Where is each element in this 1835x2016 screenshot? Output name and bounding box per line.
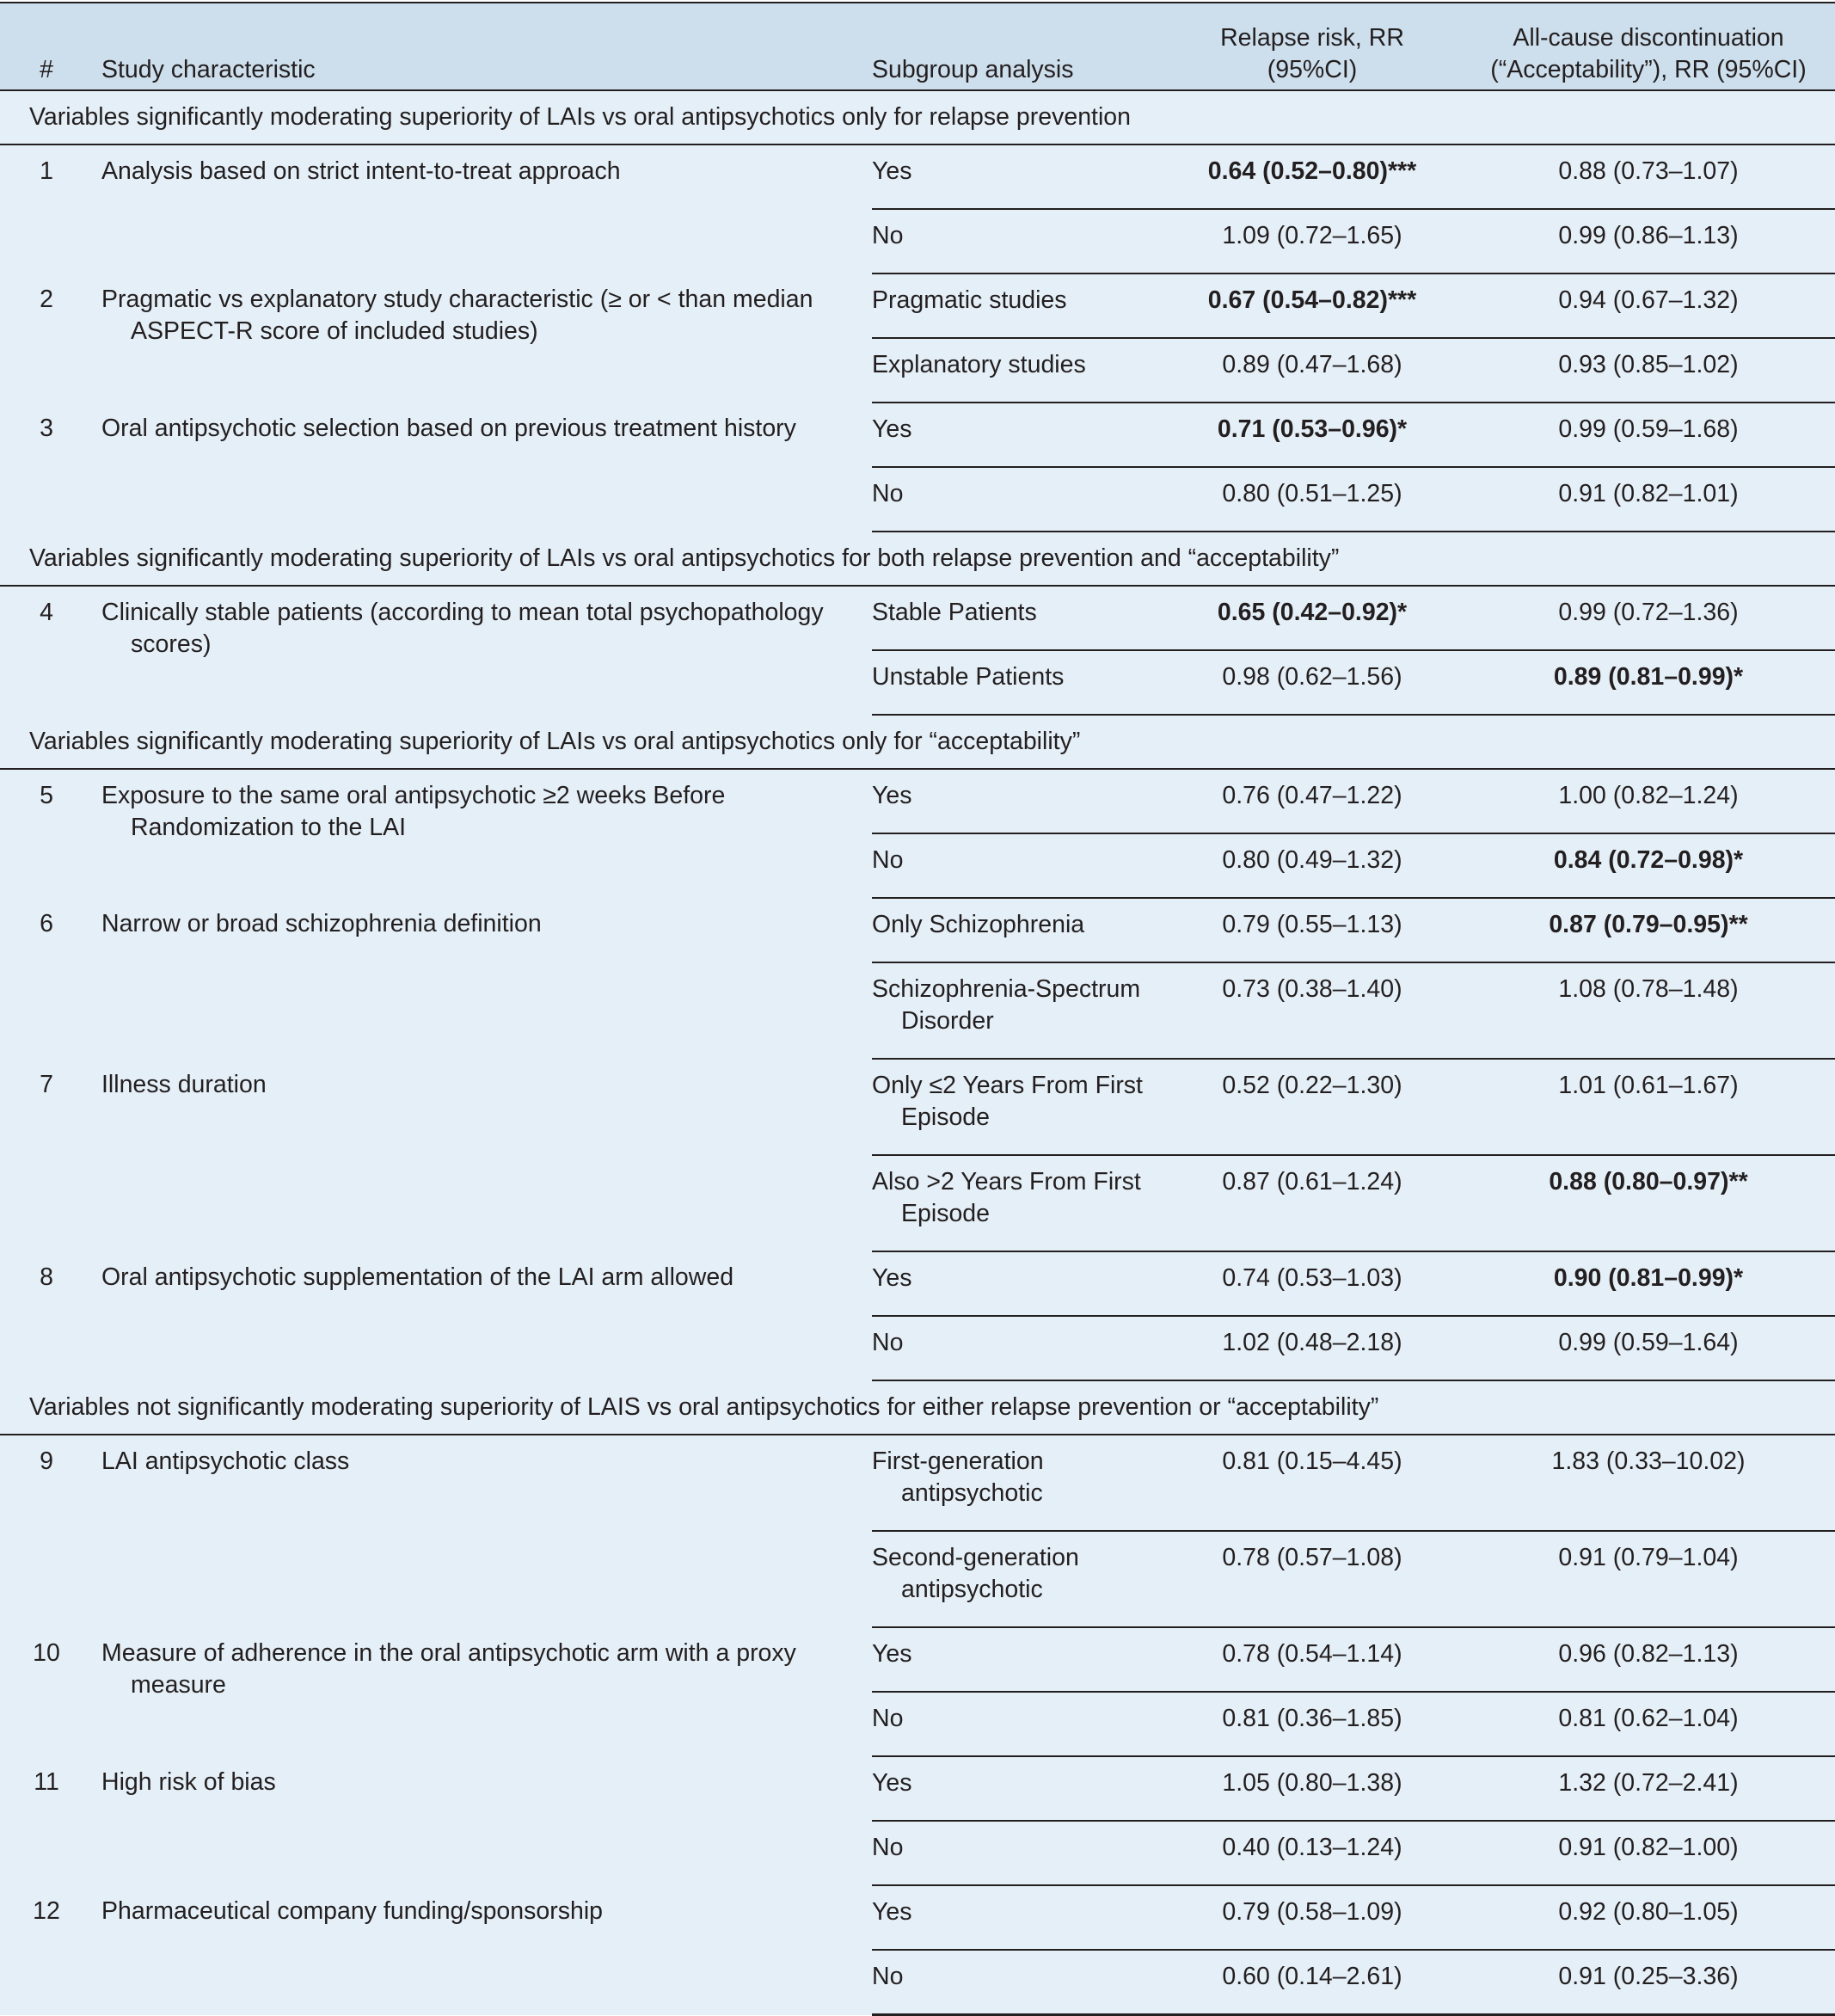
subgroup-label: Schizophrenia-Spectrum Disorder [872, 975, 1141, 1035]
acceptability-value: 1.32 (0.72–2.41) [1462, 1756, 1835, 1821]
section-header-row [0, 715, 1835, 769]
row-number: 12 [0, 1885, 93, 2015]
subgroup-cell [872, 144, 1163, 209]
relapse-risk-value: 0.78 (0.54–1.14) [1163, 1627, 1462, 1692]
header-relapse-risk [1163, 3, 1462, 90]
header-acc-line2: (“Acceptability”), RR (95%CI) [1490, 56, 1807, 83]
section-title: Variables significantly moderating superiority of LAIs vs oral antipsychotics only for “acceptability” [0, 715, 1835, 769]
study-characteristic-cell [93, 1756, 872, 1885]
row-number: 6 [0, 898, 93, 1059]
acceptability-value: 0.99 (0.72–1.36) [1462, 586, 1835, 650]
table-row [0, 1435, 1835, 1531]
subgroup-label: Yes [872, 1769, 912, 1797]
relapse-risk-value: 0.64 (0.52–0.80)*** [1163, 144, 1462, 209]
subgroup-cell [872, 1251, 1163, 1316]
section-title: Variables significantly moderating superiority of LAIs vs oral antipsychotics for both relapse prevention and “acceptability” [0, 532, 1835, 586]
subgroup-cell [872, 1435, 1163, 1531]
row-number: 5 [0, 769, 93, 898]
table-body [0, 90, 1835, 2015]
subgroup-label: Only Schizophrenia [872, 911, 1085, 938]
study-characteristic-text: Narrow or broad schizophrenia definition [101, 910, 542, 937]
row-number: 10 [0, 1627, 93, 1756]
subgroup-cell [872, 586, 1163, 650]
study-characteristic-cell [93, 1251, 872, 1380]
relapse-risk-value: 1.05 (0.80–1.38) [1163, 1756, 1462, 1821]
subgroup-cell [872, 833, 1163, 898]
row-number: 9 [0, 1435, 93, 1627]
row-number: 3 [0, 403, 93, 532]
subgroup-label: No [872, 1329, 904, 1356]
relapse-risk-value: 0.80 (0.51–1.25) [1163, 467, 1462, 532]
acceptability-value: 0.87 (0.79–0.95)** [1462, 898, 1835, 962]
subgroup-cell [872, 1885, 1163, 1950]
table-row [0, 1059, 1835, 1155]
relapse-risk-value: 0.67 (0.54–0.82)*** [1163, 274, 1462, 338]
subgroup-label: Yes [872, 157, 912, 185]
study-characteristic-text: LAI antipsychotic class [101, 1447, 350, 1475]
header-row [0, 3, 1835, 90]
relapse-risk-value: 0.65 (0.42–0.92)* [1163, 586, 1462, 650]
header-num: # [0, 3, 93, 90]
table-row [0, 1756, 1835, 1821]
subgroup-label: Explanatory studies [872, 351, 1086, 378]
study-characteristic-text: Analysis based on strict intent-to-treat approach [101, 157, 621, 185]
table-row [0, 586, 1835, 650]
study-characteristic-text: Pharmaceutical company funding/sponsorship [101, 1897, 603, 1925]
relapse-risk-value: 0.81 (0.36–1.85) [1163, 1692, 1462, 1756]
subgroup-label: Yes [872, 1898, 912, 1926]
relapse-risk-value: 0.87 (0.61–1.24) [1163, 1155, 1462, 1251]
study-characteristic-cell [93, 1627, 872, 1756]
study-characteristic-cell [93, 898, 872, 1059]
table-row [0, 403, 1835, 467]
relapse-risk-value: 0.79 (0.55–1.13) [1163, 898, 1462, 962]
study-characteristic-text: Oral antipsychotic selection based on previous treatment history [101, 415, 796, 442]
row-number: 2 [0, 274, 93, 403]
acceptability-value: 0.99 (0.59–1.68) [1462, 403, 1835, 467]
row-number: 1 [0, 144, 93, 274]
subgroup-label: No [872, 1705, 904, 1732]
study-characteristic-cell [93, 1885, 872, 2015]
subgroup-label: Yes [872, 1640, 912, 1668]
subgroup-label: First-generation antipsychotic [872, 1447, 1044, 1507]
header-subgroup-analysis: Subgroup analysis [872, 3, 1163, 90]
subgroup-cell [872, 769, 1163, 833]
study-characteristic-text: Measure of adherence in the oral antipsychotic arm with a proxy measure [101, 1639, 796, 1699]
subgroup-cell [872, 1692, 1163, 1756]
acceptability-value: 0.99 (0.86–1.13) [1462, 209, 1835, 274]
subgroup-label: No [872, 1963, 904, 1990]
acceptability-value: 0.99 (0.59–1.64) [1462, 1316, 1835, 1380]
section-header-row [0, 532, 1835, 586]
relapse-risk-value: 0.89 (0.47–1.68) [1163, 338, 1462, 403]
acceptability-value: 0.93 (0.85–1.02) [1462, 338, 1835, 403]
subgroup-label: Only ≤2 Years From First Episode [872, 1072, 1143, 1131]
subgroup-label: Also >2 Years From First Episode [872, 1168, 1141, 1227]
subgroup-label: Yes [872, 415, 912, 443]
subgroup-cell [872, 1821, 1163, 1885]
acceptability-value: 0.84 (0.72–0.98)* [1462, 833, 1835, 898]
subgroup-cell [872, 1316, 1163, 1380]
section-title: Variables significantly moderating superiority of LAIs vs oral antipsychotics only for relapse prevention [0, 90, 1835, 144]
subgroup-cell [872, 962, 1163, 1059]
study-characteristic-text: Pragmatic vs explanatory study characteristic (≥ or < than median ASPECT-R score of included studies) [101, 286, 813, 345]
section-header-row [0, 1380, 1835, 1435]
acceptability-value: 0.94 (0.67–1.32) [1462, 274, 1835, 338]
subgroup-cell [872, 1756, 1163, 1821]
relapse-risk-value: 1.02 (0.48–2.18) [1163, 1316, 1462, 1380]
study-characteristic-text: Clinically stable patients (according to mean total psychopathology scores) [101, 599, 824, 658]
relapse-risk-value: 0.71 (0.53–0.96)* [1163, 403, 1462, 467]
acceptability-value: 1.08 (0.78–1.48) [1462, 962, 1835, 1059]
header-study-characteristic: Study characteristic [93, 3, 872, 90]
subgroup-cell [872, 650, 1163, 715]
header-acc-line1: All-cause discontinuation [1513, 24, 1784, 52]
subgroup-label: No [872, 846, 904, 874]
row-number: 4 [0, 586, 93, 715]
row-number: 8 [0, 1251, 93, 1380]
subgroup-cell [872, 898, 1163, 962]
row-number: 7 [0, 1059, 93, 1251]
relapse-risk-value: 0.98 (0.62–1.56) [1163, 650, 1462, 715]
subgroup-label: Yes [872, 782, 912, 809]
subgroup-cell [872, 1950, 1163, 2015]
header-relapse-line2: (95%CI) [1267, 56, 1358, 83]
section-title: Variables not significantly moderating superiority of LAIS vs oral antipsychotics for either relapse prevention or “acceptability” [0, 1380, 1835, 1435]
subgroup-cell [872, 209, 1163, 274]
relapse-risk-value: 0.73 (0.38–1.40) [1163, 962, 1462, 1059]
relapse-risk-value: 0.78 (0.57–1.08) [1163, 1531, 1462, 1627]
table-row [0, 274, 1835, 338]
acceptability-value: 0.91 (0.79–1.04) [1462, 1531, 1835, 1627]
acceptability-value: 0.96 (0.82–1.13) [1462, 1627, 1835, 1692]
subgroup-cell [872, 1059, 1163, 1155]
table-row [0, 1251, 1835, 1316]
section-header-row [0, 90, 1835, 144]
table-row [0, 769, 1835, 833]
subgroup-label: No [872, 480, 904, 507]
results-table [0, 2, 1835, 2016]
study-characteristic-text: Illness duration [101, 1071, 267, 1098]
subgroup-label: No [872, 222, 904, 249]
subgroup-cell [872, 1627, 1163, 1692]
relapse-risk-value: 0.80 (0.49–1.32) [1163, 833, 1462, 898]
subgroup-label: Second-generation antipsychotic [872, 1544, 1079, 1603]
subgroup-cell [872, 1155, 1163, 1251]
study-characteristic-text: Exposure to the same oral antipsychotic ≥2 weeks Before Randomization to the LAI [101, 782, 726, 841]
study-characteristic-cell [93, 586, 872, 715]
acceptability-value: 0.88 (0.80–0.97)** [1462, 1155, 1835, 1251]
subgroup-cell [872, 1531, 1163, 1627]
table-row [0, 1885, 1835, 1950]
relapse-risk-value: 0.40 (0.13–1.24) [1163, 1821, 1462, 1885]
relapse-risk-value: 0.52 (0.22–1.30) [1163, 1059, 1462, 1155]
acceptability-value: 0.90 (0.81–0.99)* [1462, 1251, 1835, 1316]
subgroup-label: Pragmatic studies [872, 286, 1067, 314]
relapse-risk-value: 1.09 (0.72–1.65) [1163, 209, 1462, 274]
subgroup-label: Yes [872, 1264, 912, 1292]
study-characteristic-cell [93, 1435, 872, 1627]
acceptability-value: 1.01 (0.61–1.67) [1462, 1059, 1835, 1155]
study-characteristic-cell [93, 144, 872, 274]
subgroup-label: Stable Patients [872, 599, 1037, 626]
study-characteristic-cell [93, 403, 872, 532]
table-row [0, 898, 1835, 962]
acceptability-value: 0.91 (0.82–1.00) [1462, 1821, 1835, 1885]
header-relapse-line1: Relapse risk, RR [1220, 24, 1404, 52]
subgroup-cell [872, 467, 1163, 532]
relapse-risk-value: 0.74 (0.53–1.03) [1163, 1251, 1462, 1316]
acceptability-value: 1.83 (0.33–10.02) [1462, 1435, 1835, 1531]
header-acceptability [1462, 3, 1835, 90]
table-row [0, 144, 1835, 209]
acceptability-value: 0.92 (0.80–1.05) [1462, 1885, 1835, 1950]
relapse-risk-value: 0.76 (0.47–1.22) [1163, 769, 1462, 833]
table-row [0, 1627, 1835, 1692]
subgroup-label: Unstable Patients [872, 663, 1065, 691]
acceptability-value: 0.89 (0.81–0.99)* [1462, 650, 1835, 715]
subgroup-cell [872, 338, 1163, 403]
acceptability-value: 0.91 (0.82–1.01) [1462, 467, 1835, 532]
subgroup-cell [872, 274, 1163, 338]
study-characteristic-cell [93, 769, 872, 898]
subgroup-cell [872, 403, 1163, 467]
row-number: 11 [0, 1756, 93, 1885]
study-characteristic-cell [93, 1059, 872, 1251]
study-characteristic-text: High risk of bias [101, 1768, 276, 1796]
acceptability-value: 0.81 (0.62–1.04) [1462, 1692, 1835, 1756]
acceptability-value: 1.00 (0.82–1.24) [1462, 769, 1835, 833]
relapse-risk-value: 0.79 (0.58–1.09) [1163, 1885, 1462, 1950]
subgroup-label: No [872, 1834, 904, 1861]
study-characteristic-cell [93, 274, 872, 403]
relapse-risk-value: 0.60 (0.14–2.61) [1163, 1950, 1462, 2015]
acceptability-value: 0.88 (0.73–1.07) [1462, 144, 1835, 209]
relapse-risk-value: 0.81 (0.15–4.45) [1163, 1435, 1462, 1531]
acceptability-value: 0.91 (0.25–3.36) [1462, 1950, 1835, 2015]
study-characteristic-text: Oral antipsychotic supplementation of the LAI arm allowed [101, 1263, 734, 1291]
